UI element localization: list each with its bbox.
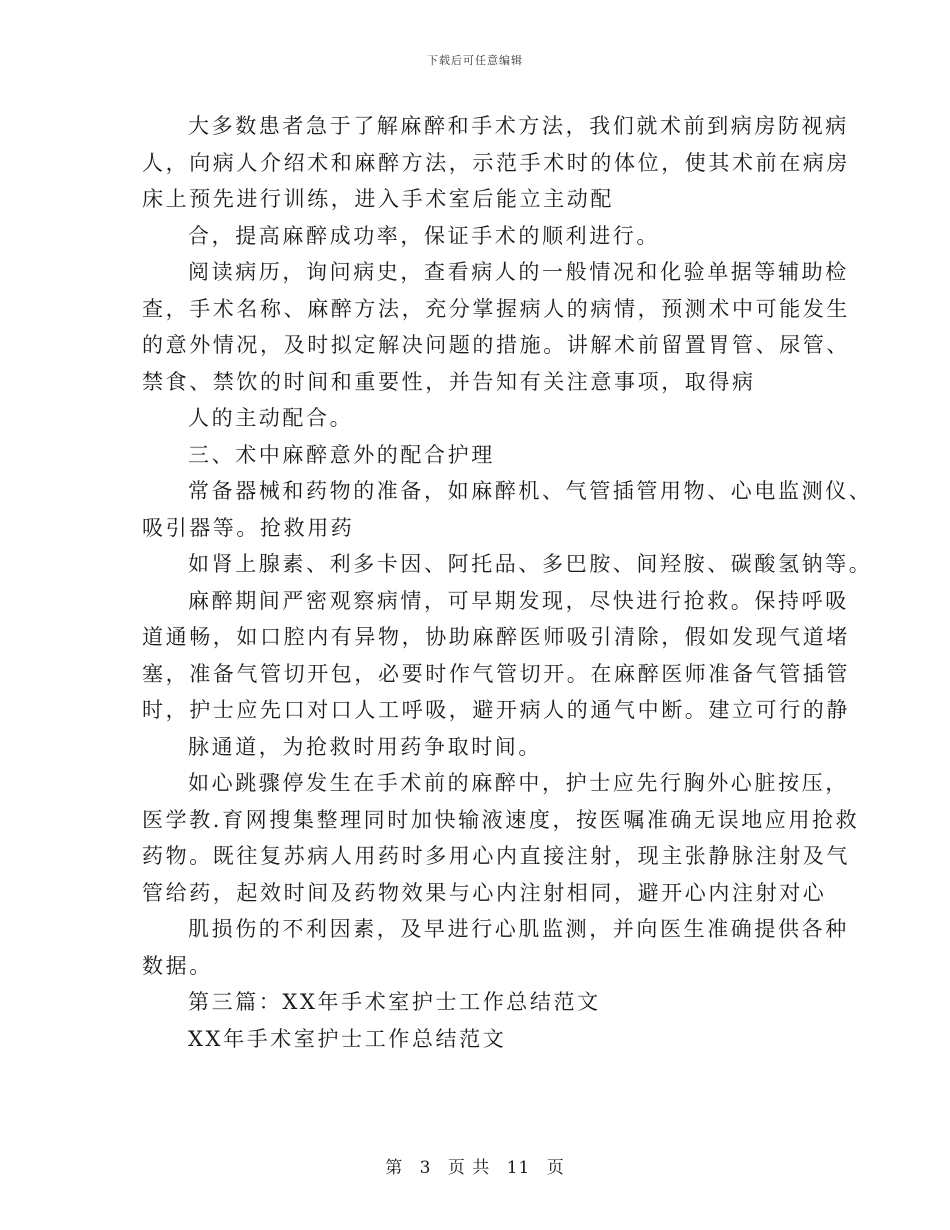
text-line: 吸引器等。抢救用药	[142, 515, 355, 540]
page-header-note: 下载后可任意编辑	[427, 54, 523, 67]
text-line: 时，护士应先口对口人工呼吸，避开病人的通气中断。建立可行的静	[142, 698, 850, 722]
text-line: 查，手术名称、麻醉方法，充分掌握病人的病情，预测术中可能发生	[142, 296, 850, 321]
text-line: 脉通道，为抢救时用药争取时间。	[188, 734, 542, 759]
text-line: 如肾上腺素、利多卡因、阿托品、多巴胺、间羟胺、碳酸氢钠等。	[188, 552, 873, 576]
text-line: 人的主动配合。	[188, 406, 354, 430]
text-line: 药物。既往复苏病人用药时多用心内直接注射，现主张静脉注射及气	[142, 844, 850, 868]
footer-prefix: 第	[385, 1158, 404, 1178]
current-page-number: 3	[419, 1158, 432, 1178]
section-heading: 三、术中麻醉意外的配合护理	[188, 442, 495, 467]
text-line: 道通畅，如口腔内有异物，协助麻醉医师吸引清除，假如发现气道堵	[142, 625, 850, 649]
page-number-footer	[0, 1153, 950, 1178]
footer-middle: 页 共	[447, 1158, 491, 1178]
text-line: 管给药，起效时间及药物效果与心内注射相同，避开心内注射对心	[142, 880, 827, 905]
footer-suffix: 页	[546, 1158, 565, 1178]
chapter-heading: 第三篇：XX年手术室护士工作总结范文	[188, 990, 601, 1014]
text-line: 禁食、禁饮的时间和重要性，并告知有关注意事项，取得病	[142, 369, 756, 394]
document-title: XX年手术室护士工作总结范文	[188, 1026, 507, 1051]
text-line: 床上预先进行训练，进入手术室后能立主动配	[142, 187, 614, 211]
document-body	[142, 108, 873, 1057]
text-line: 人，向病人介绍术和麻醉方法，示范手术时的体位，使其术前在病房	[142, 150, 850, 175]
text-line: 肌损伤的不利因素，及早进行心肌监测，并向医生准确提供各种	[188, 917, 849, 941]
text-line: 大多数患者急于了解麻醉和手术方法，我们就术前到病房防视病	[188, 114, 849, 138]
text-line: 数据。	[142, 953, 213, 978]
text-line: 合，提高麻醉成功率，保证手术的顺利进行。	[188, 223, 660, 248]
text-line: 的意外情况，及时拟定解决问题的措施。讲解术前留置胃管、尿管、	[142, 333, 850, 357]
text-line: 麻醉期间严密观察病情，可早期发现，尽快进行抢救。保持呼吸	[188, 588, 849, 613]
total-pages-number: 11	[506, 1158, 531, 1178]
text-line: 阅读病历，询问病史，查看病人的一般情况和化验单据等辅助检	[188, 260, 849, 284]
text-line: 塞，准备气管切开包，必要时作气管切开。在麻醉医师准备气管插管	[142, 661, 850, 686]
text-line: 常备器械和药物的准备，如麻醉机、气管插管用物、心电监测仪、	[188, 479, 873, 503]
text-line: 医学教.育网搜集整理同时加快输液速度，按医嘱准确无误地应用抢救	[142, 807, 860, 832]
text-line: 如心跳骤停发生在手术前的麻醉中，护士应先行胸外心脏按压，	[188, 771, 849, 795]
